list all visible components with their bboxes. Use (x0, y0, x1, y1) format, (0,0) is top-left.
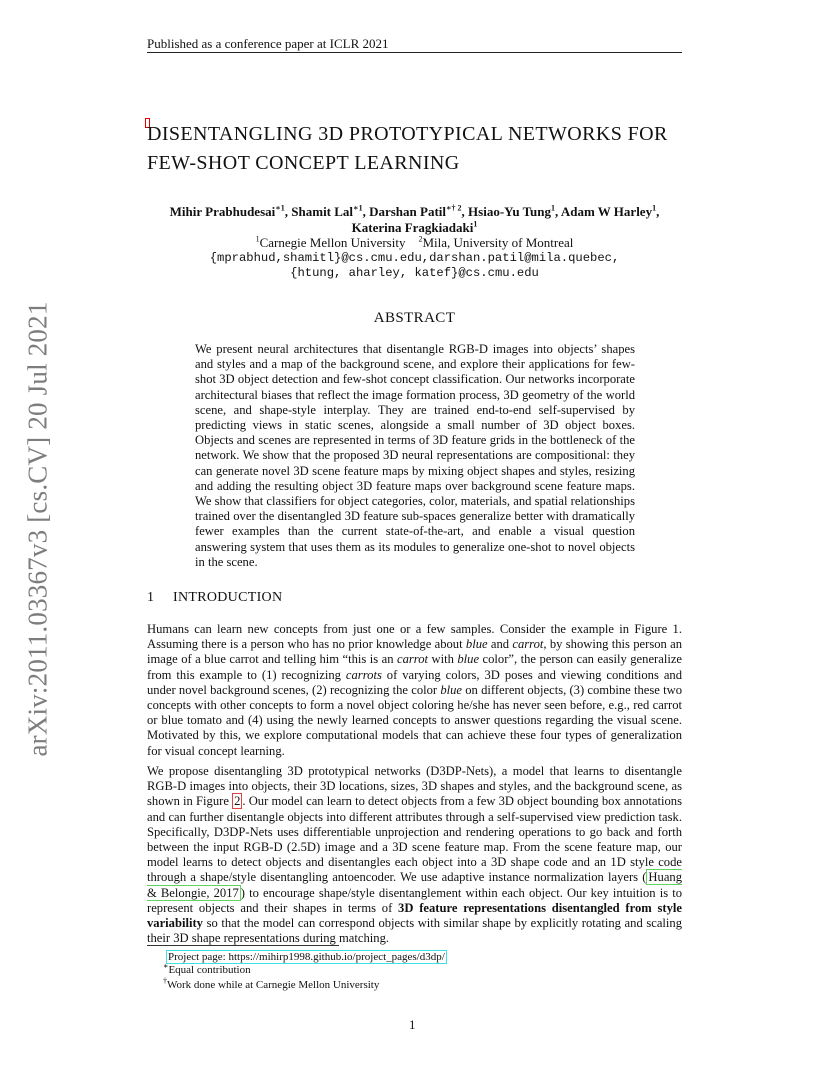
author-3-marks: ∗† 2 (446, 203, 462, 213)
author-4-marks: 1 (551, 203, 556, 213)
footnote-2-text: Equal contribution (168, 964, 251, 976)
title-line-1: DISENTANGLING 3D PROTOTYPICAL NETWORKS FOR (147, 123, 668, 145)
footnote-3-mark: † (163, 976, 167, 986)
email-line-1: {mprabhud,shamitl}@cs.cmu.edu,darshan.patil@mila.quebec, (209, 251, 620, 265)
p2-text-c: ) to encourage shape/style disentanglement within each object. Our key intuition is to represent objects and their shapes in terms of (147, 885, 682, 915)
p1-em-carrot: carrot (512, 637, 544, 652)
p1-em-carrot-2: carrot (397, 652, 429, 667)
p1-text-c: , by showing this person an image of a blue carrot and telling him “this is an (147, 637, 683, 667)
aff-2-mark: 2 (418, 234, 423, 244)
intro-paragraph-2 (147, 764, 682, 946)
p2-text-b: . Our model can learn to detect objects from a few 3D object bounding box annotations and can further disentangle objects into different attributes through a self-supervised view prediction task. Specifically, D3DP-Nets uses differentiable unprojection and rendering operations to go back and forth between the input RGB-D (2.5D) image and a 3D scene feature map. From the scene feature map, our model learns to detect objects and disentangles each object into a 3D shape code and an 1D style code through a shape/style disentangling antoencoder. We use adaptive instance normalization layers ( (147, 794, 682, 885)
p1-em-blue: blue (465, 637, 488, 652)
author-5-marks: 1 (652, 203, 657, 213)
citation-huang-belongie[interactable]: Huang & Belongie, 2017 (147, 870, 682, 900)
section-title: INTRODUCTION (173, 590, 283, 605)
affiliations (147, 235, 682, 250)
p1-text-a: Humans can learn new concepts from just one or a few samples. Consider the example in Figure 1. Assuming there is a person who has no prior knowledge about (147, 622, 682, 652)
author-2: Shamit Lal (291, 204, 354, 219)
p2-text-a: We propose disentangling 3D prototypical networks (D3DP-Nets), a model that learns to disentangle RGB-D images into objects, their 3D locations, sizes, 3D shapes and styles, and the background scene, as shown in Figure (147, 764, 682, 809)
author-5: Adam W Harley (560, 204, 653, 219)
author-6: Katerina Fragkiadaki (351, 220, 474, 235)
author-4: Hsiao-Yu Tung (468, 204, 552, 219)
arxiv-stamp (18, 296, 58, 762)
aff-1-mark: 1 (255, 234, 260, 244)
affiliation-2: Mila, University of Montreal (422, 235, 574, 250)
author-3: Darshan Patil (369, 204, 446, 219)
footnote-3-text: Work done while at Carnegie Mellon University (167, 979, 380, 991)
p1-text-f: of varying colors, 3D poses and viewing conditions and under novel background scenes, (2) recognizing the color (147, 667, 682, 697)
author-emails (147, 251, 682, 281)
intro-paragraph-1 (147, 622, 682, 759)
abstract-heading: ABSTRACT (373, 310, 456, 326)
title-line-2: FEW-SHOT CONCEPT LEARNING (147, 152, 460, 174)
project-page-link[interactable]: Project page: https://mihirp1998.github.io/project_pages/d3dp/ (168, 951, 445, 963)
footnote-work-done (163, 978, 379, 992)
p1-text-e: color”, the person can easily generalize from this example to (1) recognizing (147, 652, 682, 682)
page-number: 1 (409, 1017, 416, 1032)
p1-text-g: on different objects, (3) combine these two concepts with other concepts to form a novel object coloring he/she has never seen before, e.g., red carrot or blue tomato and (4) using the newly learned concepts to answer questions regarding the visual scene. Motivated by this, we explore computational models that can achieve these four types of generalization for visual concept learning. (147, 682, 682, 758)
p1-text-b: and (487, 637, 513, 652)
section-number: 1 (147, 590, 155, 605)
email-line-2: {htung, aharley, katef}@cs.cmu.edu (290, 266, 539, 280)
paper-title (147, 120, 707, 178)
section-heading-introduction (147, 590, 282, 606)
running-header: Published as a conference paper at ICLR 2021 (147, 36, 389, 51)
figure-2-link[interactable]: 2 (234, 794, 241, 809)
p2-text-d: so that the model can correspond objects with similar shape by explicitly rotating and scaling their 3D shape representations during matching. (147, 916, 682, 946)
p1-em-blue-2: blue (457, 652, 480, 667)
p1-em-blue-3: blue (440, 682, 463, 697)
p2-bold-key-idea: 3D feature representations disentangled from style variability (147, 900, 682, 931)
author-1: Mihir Prabhudesai (169, 204, 276, 219)
abstract-body: We present neural architectures that disentangle RGB-D images into objects’ shapes and styles and a map of the background scene, and explore their applications for few-shot 3D object detection and few-shot concept classification. Our networks incorporate architectural biases that reflect the image formation process, 3D geometry of the world scene, and shape-style interplay. They are trained end-to-end self-supervised by predicting views in static scenes, alongside a small number of 3D object boxes. Objects and scenes are represented in terms of 3D feature grids in the bottleneck of the network. We show that the proposed 3D neural representations are compositional: they can generate novel 3D scene feature maps by mixing object shapes and styles, resizing and adding the resulting object 3D feature maps over background scene feature maps. We show that classifiers for object categories, color, materials, and spatial relationships trained over the disentangled 3D feature sub-spaces generalize better with dramatically fewer examples than the current state-of-the-art, and enable a visual question answering system that uses them as its modules to generalize one-shot to novel objects in the scene. (195, 342, 635, 569)
author-list: Mihir Prabhudesai$^{∗1}$, Shamit Lal$^{∗1}$, Darshan Patil$^{∗\dagger 2}$, Hsiao-Yu Tung$^1$, Adam W Harley$^1$, Katerina Fragkiadaki$^1$ (169, 203, 660, 235)
author-6-marks: 1 (473, 219, 478, 229)
footnote-project-page (166, 950, 447, 964)
p1-em-carrots: carrots (345, 667, 382, 682)
p1-text-d: with (428, 652, 458, 667)
footnote-equal-contribution (163, 963, 251, 977)
affiliation-1: Carnegie Mellon University (259, 235, 406, 250)
footnote-rule (147, 945, 339, 946)
author-1-marks: ∗1 (275, 203, 285, 213)
arxiv-stamp-text: arXiv:2011.03367v3 [cs.CV] 20 Jul 2021 (22, 301, 53, 757)
header-rule (147, 52, 682, 53)
author-2-marks: ∗1 (353, 203, 363, 213)
footnote-2-mark: ∗ (163, 961, 169, 971)
